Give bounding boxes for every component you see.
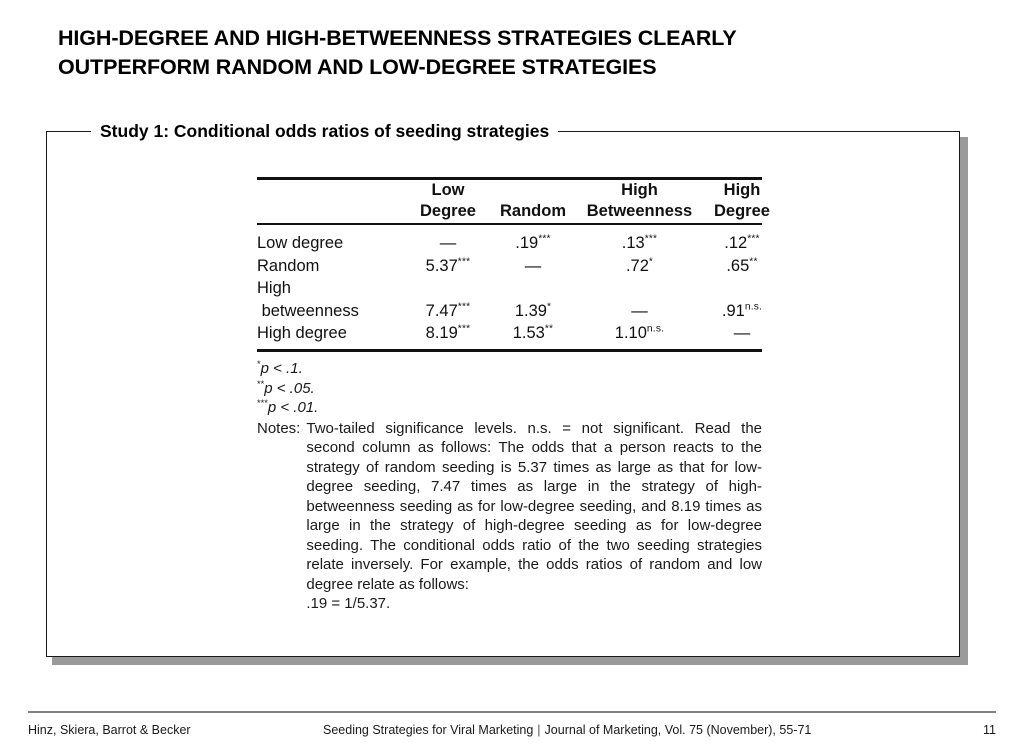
cell-value: 8.19 [425, 323, 458, 342]
cell-value: 7.47 [425, 301, 458, 320]
footer-page-number: 11 [983, 723, 996, 737]
cell-value: 1.39 [514, 301, 547, 320]
footer-article-title: Seeding Strategies for Viral Marketing [323, 723, 534, 737]
column-header-low-degree-line2: Degree [420, 202, 476, 221]
cell-empty [407, 277, 489, 299]
spacer-cell [257, 225, 407, 232]
significance-marker: ** [749, 256, 758, 268]
significance-marker: *** [457, 323, 471, 335]
significance-marker: ** [544, 323, 554, 335]
column-header-random-line2: Random [500, 202, 566, 221]
row-label-high-betweenness-line1: High [257, 279, 291, 298]
row-label-high-degree: High degree [257, 323, 347, 342]
significance-marker: * [648, 256, 654, 268]
notes-text [306, 419, 762, 614]
significance-marker: n.s. [646, 323, 665, 335]
column-header-low-degree [407, 180, 489, 223]
column-header-low-degree-line1: Low [431, 181, 465, 199]
page-title-line-1: HIGH-DEGREE AND HIGH-BETWEENNESS STRATEGIES CLEARLY [58, 26, 737, 50]
footnote-marker: *** [257, 398, 268, 409]
significance-marker: *** [644, 233, 658, 245]
cell-random-high-betweenness [577, 255, 702, 277]
column-header-random [489, 180, 577, 223]
cell-low-degree-high-betweenness [577, 232, 702, 254]
cell-value: 5.37 [425, 256, 458, 275]
spacer-cell [577, 225, 702, 232]
table-spacer-row [257, 225, 782, 232]
cell-high-betweenness-random [489, 300, 577, 322]
table-row [257, 232, 782, 254]
cell-value: .19 [515, 234, 539, 253]
cell-high-betweenness-high-degree [702, 300, 782, 322]
notes-paragraph: Two-tailed significance levels. n.s. = not significant. Read the second column as follows: The odds that a person reacts to the strategy of random seeding is 5.37 times as large as that for low-degree seeding, 7.47 times as large in the strategy of high-betweenness seeding as for low-degree seeding, and 8.19 times as large in the strategy of high-degree seeding as for low-degree seeding. The conditional odds ratio of the two seeding strategies relate inversely. For example, the odds ratios of random and low degree relate as follows: [306, 419, 762, 593]
significance-marker: *** [747, 233, 760, 245]
table-row [257, 255, 782, 277]
footnote-p-10-text: p < .1. [260, 360, 303, 378]
table-row [257, 322, 782, 344]
footer-authors: Hinz, Skiera, Barrot & Becker [28, 723, 191, 737]
row-label-low-degree: Low degree [257, 234, 344, 253]
footnote-marker: ** [257, 378, 265, 389]
spacer-cell [407, 225, 489, 232]
cell-value: .13 [621, 234, 645, 253]
cell-value: 1.10 [614, 323, 647, 342]
significance-marker: *** [457, 256, 471, 268]
odds-ratio-exhibit [257, 177, 772, 614]
footnote-p-10 [257, 359, 762, 379]
cell-high-betweenness-low-degree [407, 300, 489, 322]
column-header-high-betweenness-line2: Betweenness [586, 202, 693, 221]
cell-random-high-degree [702, 255, 782, 277]
cell-value: .65 [726, 256, 750, 275]
notes-last-line: .19 = 1/5.37. [306, 595, 391, 613]
cell-high-degree-low-degree [407, 322, 489, 344]
cell-value: — [733, 323, 751, 342]
footnote-p-05-text: p < .05. [264, 379, 315, 397]
column-header-high-betweenness [577, 180, 702, 223]
cell-value: .12 [724, 234, 748, 253]
cell-value: .72 [625, 256, 649, 275]
odds-ratio-table [257, 180, 782, 223]
footnote-p-01 [257, 398, 762, 418]
cell-value: — [439, 234, 457, 253]
cell-high-betweenness-high-betweenness [577, 300, 702, 322]
footer-divider [28, 711, 996, 713]
table-head [257, 180, 782, 223]
cell-empty [489, 277, 577, 299]
significance-marker: n.s. [744, 301, 763, 313]
odds-ratio-table-body [257, 225, 782, 349]
exhibit-panel [46, 121, 968, 665]
cell-low-degree-random [489, 232, 577, 254]
table-corner-header [257, 180, 407, 223]
panel-frame [46, 121, 960, 657]
column-header-high-degree [702, 180, 782, 223]
cell-value: .91 [721, 301, 745, 320]
footer-journal: Journal of Marketing, Vol. 75 (November), 55-71 [544, 723, 812, 737]
panel-legend: Study 1: Conditional odds ratios of seeding strategies [91, 120, 558, 142]
table-row [257, 300, 782, 322]
table-header-row [257, 180, 782, 223]
footer-citation [323, 723, 811, 737]
cell-random-random [489, 255, 577, 277]
footer-separator: | [537, 723, 541, 737]
cell-high-degree-random [489, 322, 577, 344]
footnote-marker: * [257, 359, 261, 370]
cell-low-degree-low-degree [407, 232, 489, 254]
row-label-high-betweenness-line2: betweenness [257, 301, 359, 320]
column-header-high-betweenness-line1: High [621, 181, 658, 199]
significance-marker: * [546, 301, 552, 313]
page-title [58, 24, 958, 81]
table-footnotes [257, 359, 762, 614]
table-body [257, 225, 782, 349]
cell-empty [577, 277, 702, 299]
footnote-p-01-text: p < .01. [267, 399, 319, 417]
column-header-high-degree-line1: High [723, 181, 761, 199]
spacer-cell [489, 225, 577, 232]
significance-marker: *** [457, 301, 471, 313]
significance-marker: *** [538, 233, 551, 245]
notes-label: Notes: [257, 419, 301, 437]
cell-empty [702, 277, 782, 299]
spacer-cell [702, 225, 782, 232]
cell-value: — [524, 256, 542, 275]
cell-low-degree-high-degree [702, 232, 782, 254]
cell-high-degree-high-betweenness [577, 322, 702, 344]
table-rule-bottom [257, 349, 762, 352]
page-title-line-2: OUTPERFORM RANDOM AND LOW-DEGREE STRATEGIES [58, 54, 657, 79]
slide-footer [28, 723, 996, 743]
cell-value: 1.53 [512, 323, 545, 342]
cell-high-degree-high-degree [702, 322, 782, 344]
cell-random-low-degree [407, 255, 489, 277]
notes-block [257, 419, 762, 614]
row-label-random: Random [257, 256, 320, 275]
cell-value: — [631, 301, 648, 320]
table-row [257, 277, 782, 299]
column-header-high-degree-line2: Degree [714, 202, 770, 221]
footnote-p-05 [257, 379, 762, 399]
